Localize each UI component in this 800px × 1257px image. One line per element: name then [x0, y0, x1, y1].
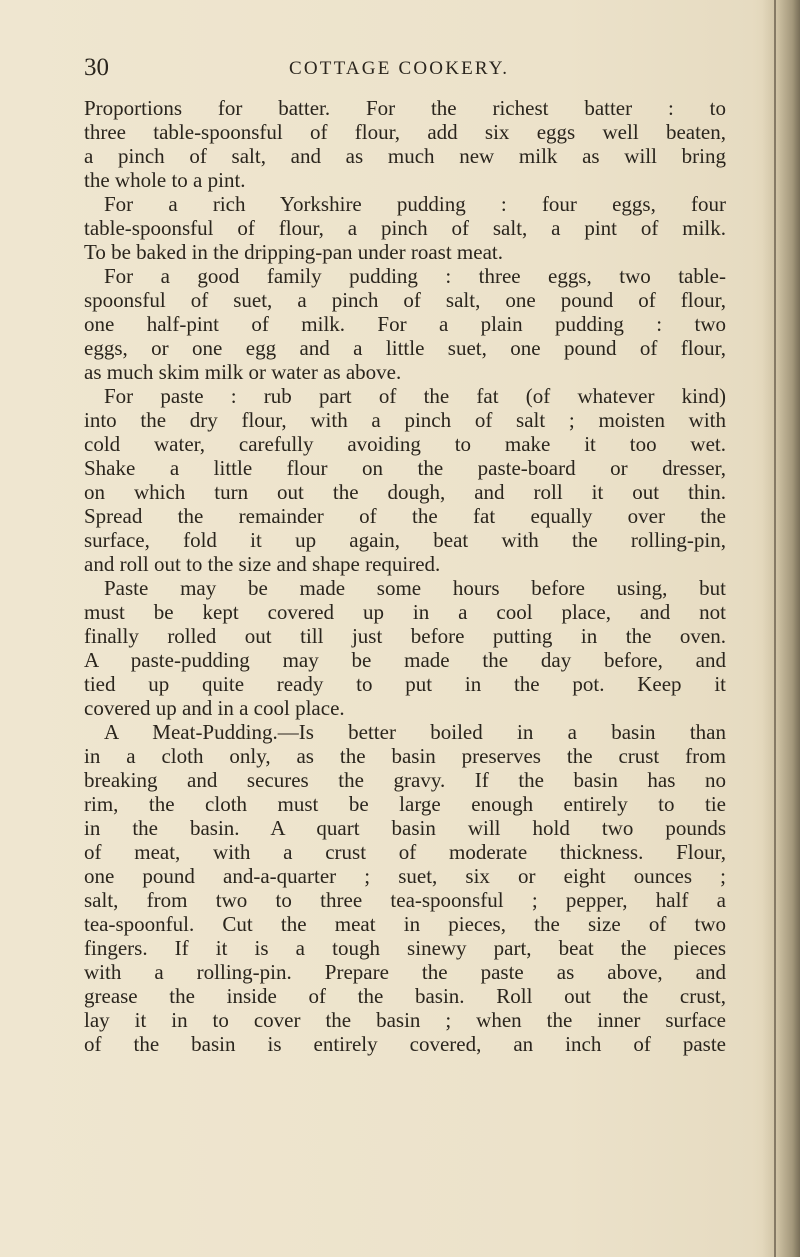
text-line: For paste : rub part of the fat (of whatever kind)	[104, 384, 726, 408]
text-line: Proportions for batter. For the richest batter : to	[84, 96, 726, 120]
text-line: a pinch of salt, and as much new milk as will bring	[84, 144, 726, 168]
text-line: of meat, with a crust of moderate thickness. Flour,	[84, 840, 726, 864]
text-line: the whole to a pint.	[84, 168, 246, 192]
text-line: spoonsful of suet, a pinch of salt, one pound of flour,	[84, 288, 726, 312]
text-line: For a rich Yorkshire pudding : four eggs, four	[104, 192, 726, 216]
text-line: breaking and secures the gravy. If the basin has no	[84, 768, 726, 792]
page-edge-shadow	[762, 0, 800, 1257]
page-edge-line	[774, 0, 776, 1257]
text-line: eggs, or one egg and a little suet, one pound of flour,	[84, 336, 726, 360]
text-line: lay it in to cover the basin ; when the inner surface	[84, 1008, 726, 1032]
body-text	[84, 96, 726, 1056]
text-line: grease the inside of the basin. Roll out the crust,	[84, 984, 726, 1008]
text-line: must be kept covered up in a cool place, and not	[84, 600, 726, 624]
text-line: on which turn out the dough, and roll it out thin.	[84, 480, 726, 504]
text-line: as much skim milk or water as above.	[84, 360, 402, 384]
text-line: in the basin. A quart basin will hold two pounds	[84, 816, 726, 840]
running-title: COTTAGE COOKERY.	[289, 58, 510, 79]
text-line: three table-spoonsful of flour, add six eggs well beaten,	[84, 120, 726, 144]
text-line: A paste-pudding may be made the day before, and	[84, 648, 726, 672]
text-line: rim, the cloth must be large enough entirely to tie	[84, 792, 726, 816]
running-head	[0, 50, 800, 86]
text-line: with a rolling-pin. Prepare the paste as above, and	[84, 960, 726, 984]
page-number: 30	[84, 54, 109, 81]
text-line: Paste may be made some hours before using, but	[104, 576, 726, 600]
text-line: fingers. If it is a tough sinewy part, beat the pieces	[84, 936, 726, 960]
text-line: table-spoonsful of flour, a pinch of salt, a pint of milk.	[84, 216, 726, 240]
text-line: cold water, carefully avoiding to make it too wet.	[84, 432, 726, 456]
text-line: surface, fold it up again, beat with the rolling-pin,	[84, 528, 726, 552]
text-line: Shake a little flour on the paste-board or dresser,	[84, 456, 726, 480]
text-line: of the basin is entirely covered, an inch of paste	[84, 1032, 726, 1056]
text-line: salt, from two to three tea-spoonsful ; pepper, half a	[84, 888, 726, 912]
text-line: in a cloth only, as the basin preserves the crust from	[84, 744, 726, 768]
text-line: tied up quite ready to put in the pot. Keep it	[84, 672, 726, 696]
text-line: To be baked in the dripping-pan under roast meat.	[84, 240, 503, 264]
text-line: and roll out to the size and shape required.	[84, 552, 441, 576]
text-line: For a good family pudding : three eggs, two table-	[104, 264, 726, 288]
text-line: one pound and-a-quarter ; suet, six or eight ounces ;	[84, 864, 726, 888]
text-line: tea-spoonful. Cut the meat in pieces, the size of two	[84, 912, 726, 936]
text-line meat-pudding-heading: A Meat-Pudding.—Is better boiled in a basin than	[104, 720, 726, 744]
text-line: Spread the remainder of the fat equally over the	[84, 504, 726, 528]
text-line: covered up and in a cool place.	[84, 696, 345, 720]
text-line: into the dry flour, with a pinch of salt ; moisten with	[84, 408, 726, 432]
text-line: finally rolled out till just before putting in the oven.	[84, 624, 726, 648]
text-line: one half-pint of milk. For a plain pudding : two	[84, 312, 726, 336]
